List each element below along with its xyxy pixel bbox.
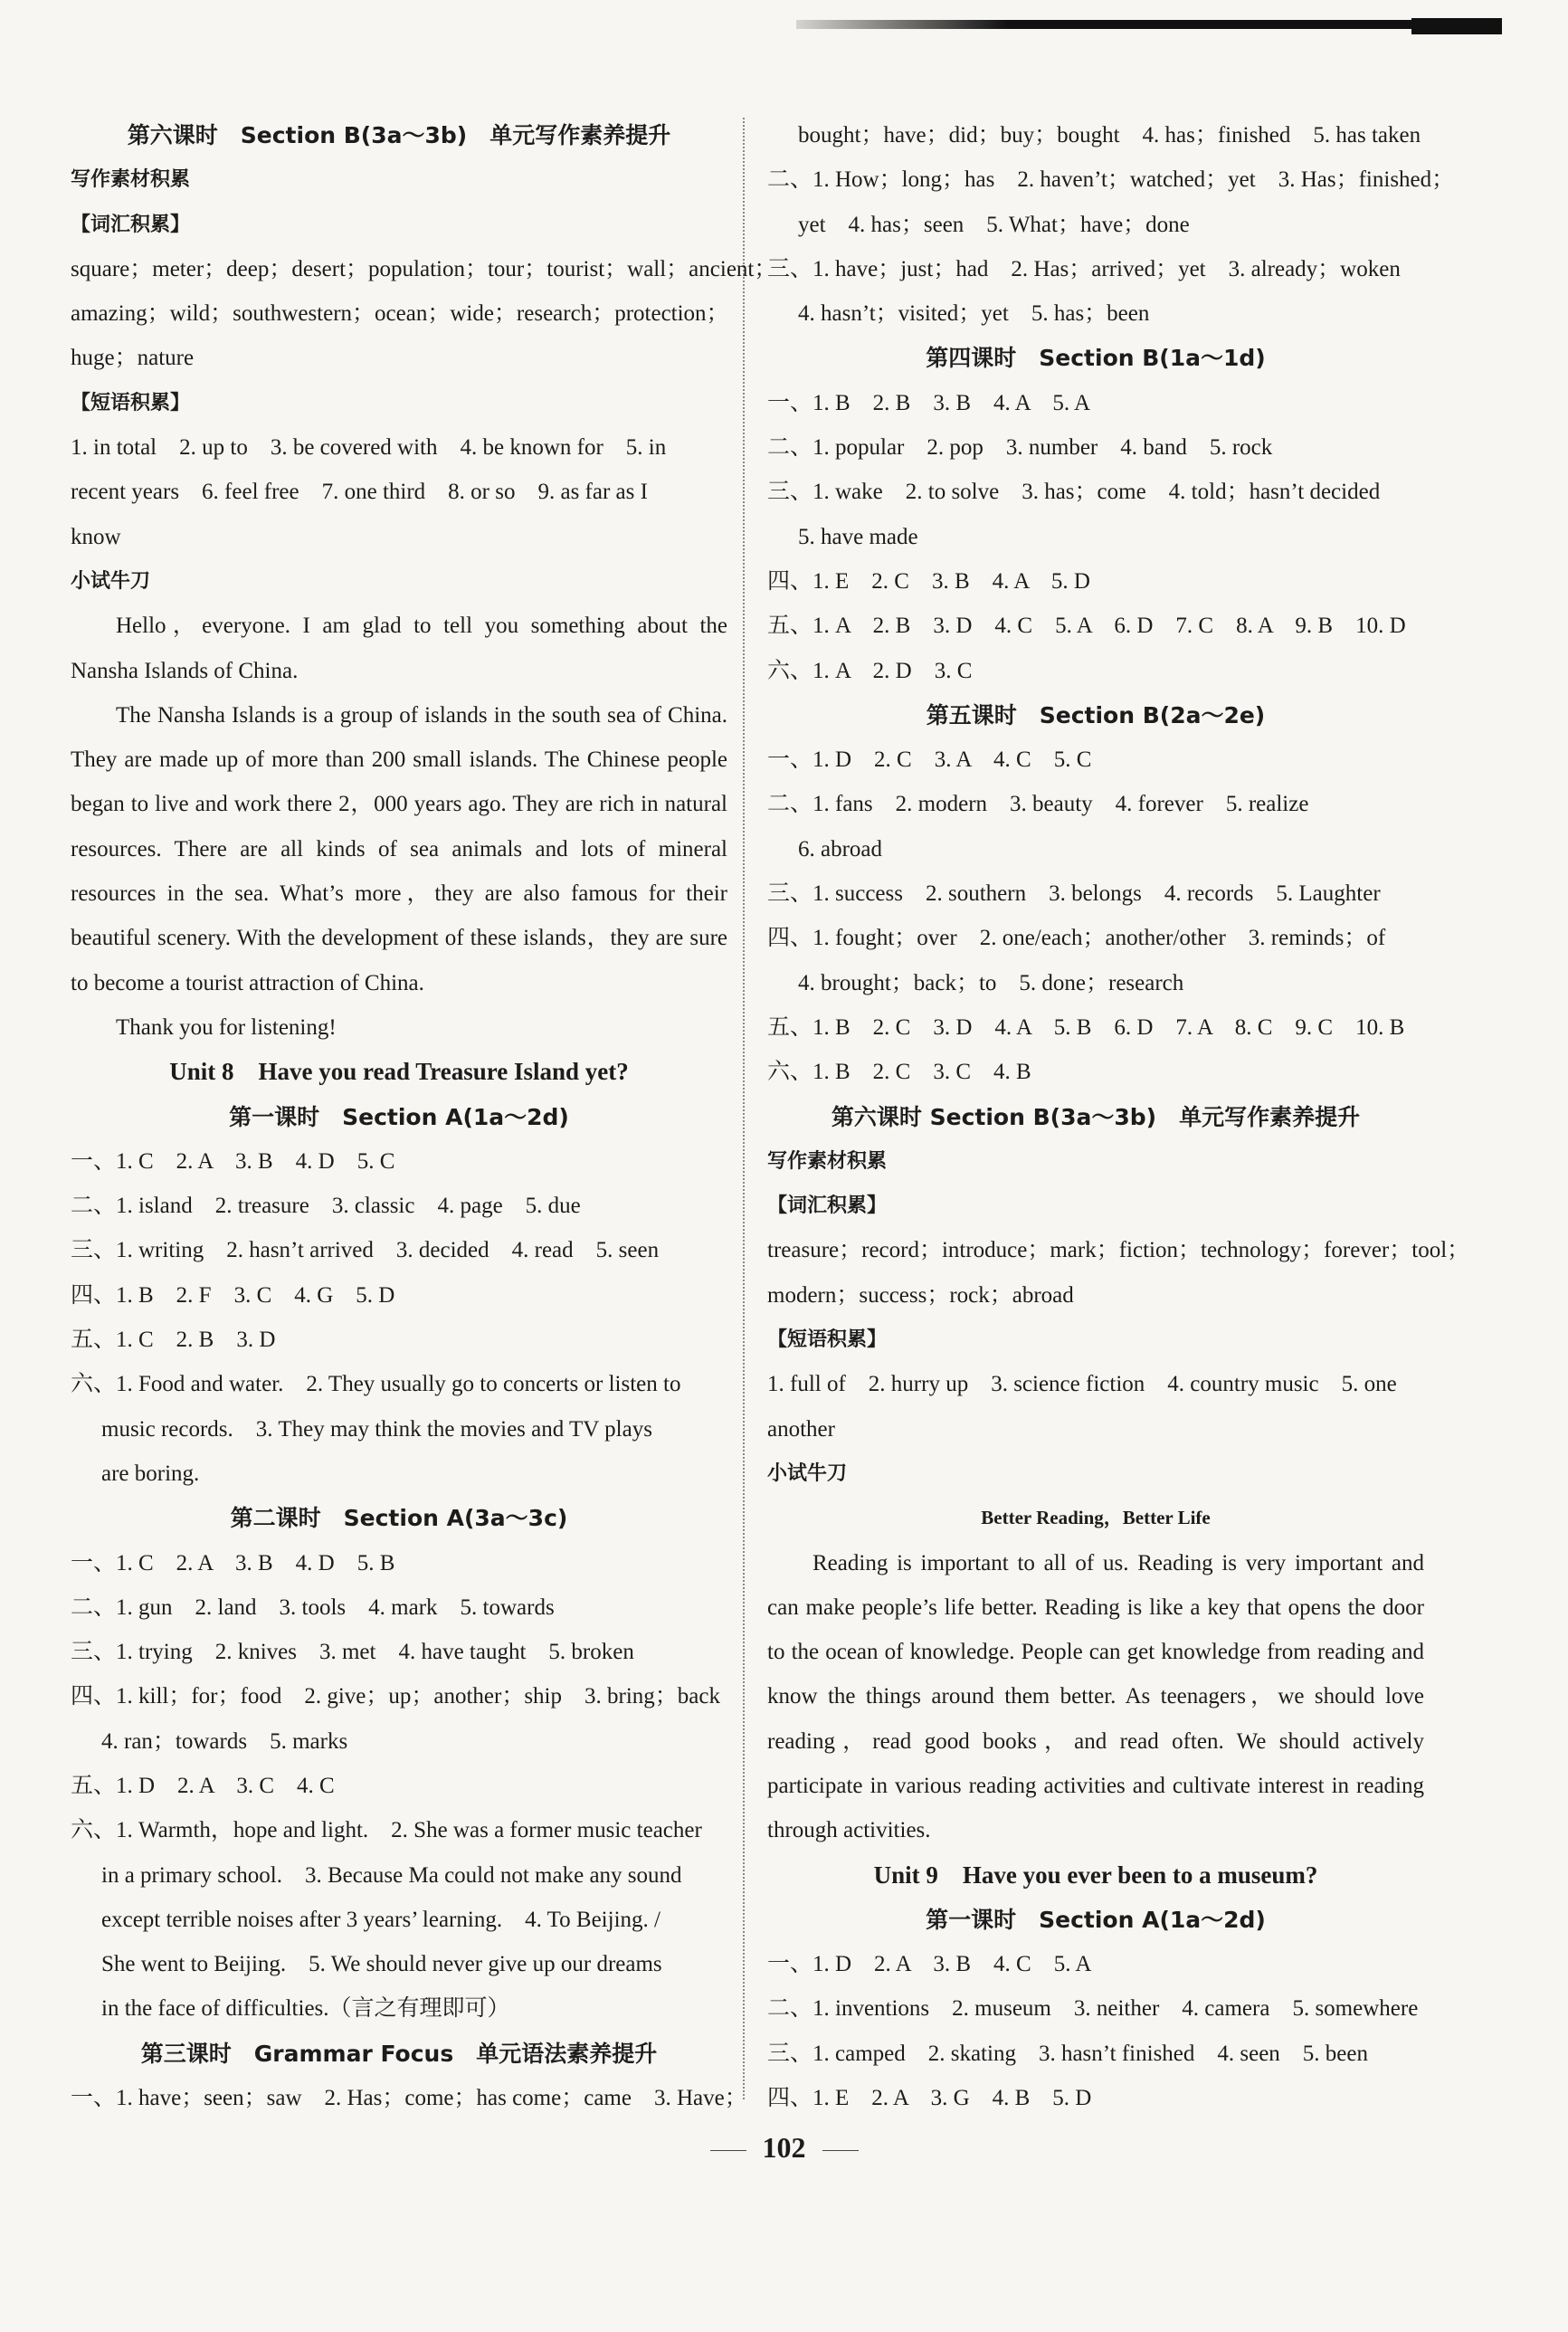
section-title: 第六课时 Section B(3a～3b) 单元写作素养提升 — [127, 122, 671, 148]
answer-line: 二、1. island 2. treasure 3. classic 4. page 5. due — [71, 1194, 581, 1219]
lesson-title: 第二课时 Section A(3a～3c) — [230, 1505, 568, 1532]
vocab-line: treasure；record；introduce；mark；fiction；technology；forever；tool； — [767, 1238, 1470, 1263]
answer-line: 五、1. C 2. B 3. D — [71, 1328, 276, 1353]
answer-line: 6. abroad — [798, 836, 883, 861]
vocab-line: huge；nature — [71, 346, 195, 371]
answer-line: 六、1. Warmth，hope and light. 2. She was a former music teacher — [71, 1818, 702, 1843]
answer-line: 4. brought；back；to 5. done；research — [798, 970, 1184, 995]
answer-line: She went to Beijing. 5. We should never give up our dreams — [101, 1952, 662, 1977]
answer-line: except terrible noises after 3 years’ learning. 4. To Beijing. / — [101, 1907, 660, 1932]
answer-line: 四、1. E 2. A 3. G 4. B 5. D — [767, 2086, 1092, 2111]
unit-title: Unit 9 Have you ever been to a museum? — [873, 1861, 1318, 1889]
lesson-title: 第四课时 Section B(1a～1d) — [926, 345, 1266, 372]
left-column — [71, 113, 777, 2120]
page-number — [0, 2131, 1568, 2165]
vocab-line: modern；success；rock；abroad — [767, 1282, 1074, 1308]
essay-title: Better Reading，Better Life — [981, 1507, 1211, 1529]
answer-line: 六、1. B 2. C 3. C 4. B — [767, 1060, 1031, 1085]
phrase-line: know — [71, 524, 121, 549]
answer-line: 五、1. B 2. C 3. D 4. A 5. B 6. D 7. A 8. C 9. C 10. B — [767, 1014, 1405, 1040]
answer-line: 二、1. gun 2. land 3. tools 4. mark 5. towards — [71, 1594, 555, 1620]
lesson-title: 第一课时 Section A(1a～2d) — [926, 1906, 1266, 1933]
answer-line: in a primary school. 3. Because Ma could not make any sound — [101, 1862, 682, 1888]
answer-line: in the face of difficulties.（言之有理即可） — [101, 1996, 510, 2022]
answer-line: 一、1. D 2. A 3. B 4. C 5. A — [767, 1952, 1092, 1977]
phrase-line: another — [767, 1416, 835, 1442]
answer-line: 二、1. popular 2. pop 3. number 4. band 5. rock — [767, 435, 1273, 461]
answer-line: 五、1. A 2. B 3. D 4. C 5. A 6. D 7. C 8. A 9. B 10. D — [767, 614, 1406, 639]
vocab-line: square；meter；deep；desert；population；tour；tourist；wall；ancient； — [71, 256, 777, 281]
answer-line: 四、1. E 2. C 3. B 4. A 5. D — [767, 568, 1090, 594]
right-column — [767, 113, 1470, 2120]
answer-line: bought；have；did；buy；bought 4. has；finished 5. has taken — [798, 123, 1421, 148]
header-rule — [796, 20, 1502, 29]
answer-line: 三、1. trying 2. knives 3. met 4. have taught 5. broken — [71, 1640, 634, 1665]
answer-line: 四、1. kill；for；food 2. give；up；another；ship 3. bring；back — [71, 1684, 720, 1709]
lesson-title: 第三课时 Grammar Focus 单元语法素养提升 — [140, 2040, 658, 2067]
vocab-line: amazing；wild；southwestern；ocean；wide；research；protection； — [71, 301, 729, 327]
vocab-label: 【词汇积累】 — [767, 1195, 888, 1218]
answer-line: 三、1. success 2. southern 3. belongs 4. records 5. Laughter — [767, 881, 1381, 907]
page-number-rule-right — [822, 2150, 859, 2151]
page-number-text: 102 — [762, 2131, 806, 2164]
essay-paragraph: Reading is important to all of us. Reading is very important and can make people’s life better. Reading is like a key that opens the door to the ocean of knowledge. People can get knowledge from reading and know the things around them better. As teenagers，we should love reading，read good books，and read often. We should actively participate in various reading activities and cultivate interest in reading through activities. — [767, 1550, 1424, 1843]
unit-title: Unit 8 Have you read Treasure Island yet? — [169, 1058, 629, 1086]
answer-line: yet 4. has；seen 5. What；have；done — [798, 212, 1190, 237]
answer-line: 一、1. B 2. B 3. B 4. A 5. A — [767, 390, 1090, 415]
answer-line: 二、1. fans 2. modern 3. beauty 4. forever 5. realize — [767, 792, 1309, 817]
answer-line: 4. hasn’t；visited；yet 5. has；been — [798, 301, 1150, 327]
phrase-line: recent years 6. feel free 7. one third 8. or so 9. as far as I — [71, 480, 648, 505]
phrase-line: 1. in total 2. up to 3. be covered with 4. be known for 5. in — [71, 435, 667, 461]
trial-label: 小试牛刀 — [71, 569, 151, 593]
vocab-label: 【词汇积累】 — [71, 213, 191, 236]
lesson-title: 第五课时 Section B(2a～2e) — [926, 701, 1266, 728]
trial-label: 小试牛刀 — [767, 1461, 848, 1485]
answer-line: 一、1. C 2. A 3. B 4. D 5. C — [71, 1148, 395, 1174]
answer-line: are boring. — [101, 1461, 200, 1486]
phrase-label: 【短语积累】 — [767, 1328, 888, 1352]
answer-line: 四、1. fought；over 2. one/each；another/other 3. reminds；of — [767, 926, 1386, 951]
answer-line: 三、1. camped 2. skating 3. hasn’t finished 4. seen 5. been — [767, 2041, 1369, 2066]
answer-line: 二、1. inventions 2. museum 3. neither 4. camera 5. somewhere — [767, 1996, 1419, 2022]
column-divider — [743, 118, 745, 2099]
materials-label: 写作素材积累 — [71, 168, 191, 192]
materials-label: 写作素材积累 — [767, 1149, 888, 1173]
answer-line: 5. have made — [798, 524, 918, 549]
answer-line: 4. ran；towards 5. marks — [101, 1728, 348, 1754]
essay-paragraph: Thank you for listening! — [116, 1014, 337, 1040]
phrase-label: 【短语积累】 — [71, 391, 191, 414]
answer-line: 六、1. Food and water. 2. They usually go to concerts or listen to — [71, 1372, 681, 1397]
page-number-rule-left — [710, 2150, 746, 2151]
answer-line: 三、1. writing 2. hasn’t arrived 3. decided 4. read 5. seen — [71, 1238, 660, 1263]
answer-line: 一、1. have；seen；saw 2. Has；come；has come；came 3. Have； — [71, 2086, 747, 2111]
answer-line: 一、1. D 2. C 3. A 4. C 5. C — [767, 747, 1092, 773]
essay-paragraph: The Nansha Islands is a group of islands in the south sea of China. They are made up of more than 200 small islands. The Chinese people began to live and work there 2，000 years ago. They are rich in natural resources. There are all kinds of sea animals and lots of mineral resources in the sea. What’s more，they are also famous for their beautiful scenery. With the development of these islands，they are sure to become a tourist attraction of China. — [71, 702, 727, 995]
answer-line: 五、1. D 2. A 3. C 4. C — [71, 1773, 335, 1798]
answer-line: 四、1. B 2. F 3. C 4. G 5. D — [71, 1282, 395, 1308]
essay-paragraph: Hello，everyone. I am glad to tell you something about the Nansha Islands of China. — [71, 614, 727, 683]
answer-line: 三、1. have；just；had 2. Has；arrived；yet 3. already；woken — [767, 256, 1401, 281]
answer-line: 二、1. How；long；has 2. haven’t；watched；yet 3. Has；finished； — [767, 167, 1455, 193]
answer-line: 三、1. wake 2. to solve 3. has；come 4. told；hasn’t decided — [767, 480, 1381, 505]
answer-line: 一、1. C 2. A 3. B 4. D 5. B — [71, 1550, 395, 1575]
section-title: 第六课时 Section B(3a～3b) 单元写作素养提升 — [831, 1103, 1361, 1130]
header-rule-end — [1411, 18, 1502, 34]
lesson-title: 第一课时 Section A(1a～2d) — [229, 1103, 569, 1130]
phrase-line: 1. full of 2. hurry up 3. science fiction 4. country music 5. one — [767, 1372, 1397, 1397]
answer-line: 六、1. A 2. D 3. C — [767, 658, 973, 683]
answer-line: music records. 3. They may think the movies and TV plays — [101, 1416, 652, 1442]
